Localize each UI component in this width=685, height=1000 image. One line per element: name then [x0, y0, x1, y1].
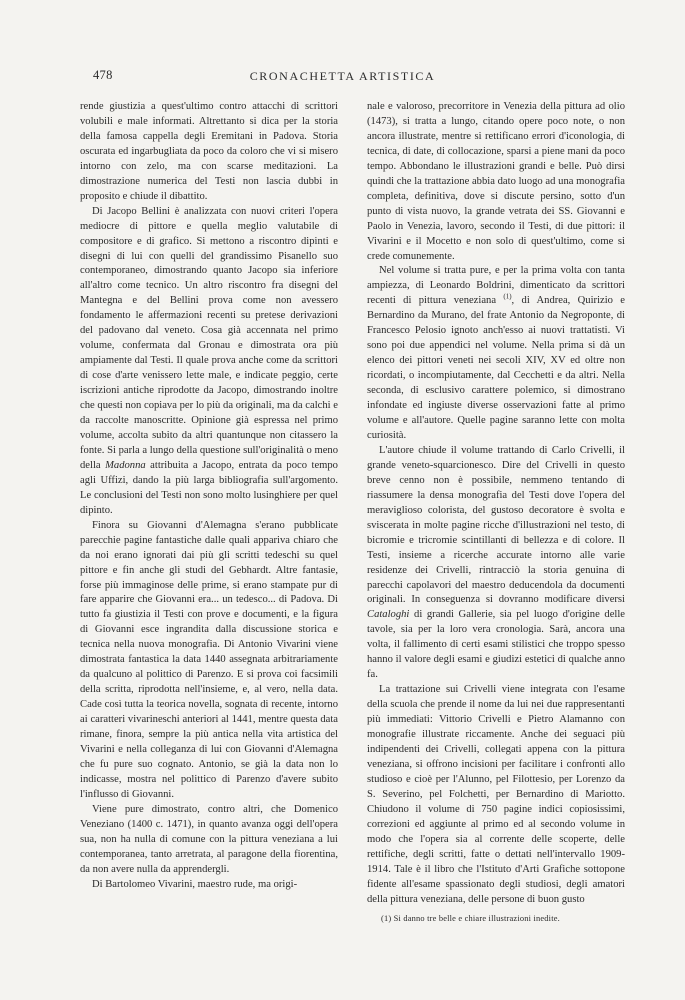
running-title: CRONACHETTA ARTISTICA	[249, 69, 436, 83]
paragraph	[367, 264, 625, 443]
right-column	[367, 100, 625, 924]
footnote-marker: (1)	[503, 292, 512, 301]
paragraph-text: attribuita a Jacopo, entrata da poco tempo agli Uffizi, dando la più larga bibliografia sull'argomento. Le conclusioni del Testi non sono molto lusinghiere per quel dipinto.	[80, 459, 338, 516]
paragraph-text: Nel volume si tratta pure, e per la prima volta con tanta ampiezza, di Leonardo Boldrini, dimenticato da scrittori recenti di pittura veneziana	[367, 265, 625, 307]
paragraph: Di Bartolomeo Vivarini, maestro rude, ma origi-	[92, 878, 298, 890]
paragraph: La trattazione sui Crivelli viene integrata con l'esame della scuola che prende il nome da lui nei due rappresentanti più immediati: Vittorio Crivelli e Pietro Alamanno con monografie illustrate riccamente. Anche dei seguaci più indipendenti dei Crivelli, collegati appena con la pittura veneziana, si offrono incisioni per facilitare i confronti allo studioso e cioè per l'Alunno, pel Filottesio, per Lorenzo da S. Severino, pel Folchetti, per Bernardino di Mariotto. Chiudono il volume di 750 pagine indici copiosissimi, correzioni ed aggiunte al primo ed al secondo volume in modo che l'opera sia al corrente delle scoperte, delle rettifiche, degli scritti, fatte o dettati nell'intervallo 1909-1914. Tale è il libro che l'Istituto d'Arti Grafiche sottopone fidente all'esame spassionato degli studiosi, degli amatori della pittura veneziana, delle persone di buon gusto	[367, 684, 625, 905]
paragraph	[80, 205, 338, 519]
paragraph: Viene pure dimostrato, contro altri, che Domenico Veneziano (1400 c. 1471), in quanto avanza oggi dell'opera sua, non ha nulla di comune con la pittura veneziana a lui contemporanea, tanto arretrata, al paragone della fiorentina, da non avere nulla da apprendergli.	[80, 803, 338, 875]
footnote: (1) Si danno tre belle e chiare illustrazioni inedite.	[381, 914, 560, 924]
italic-term: Cataloghi	[367, 609, 410, 621]
paragraph-text: Di Jacopo Bellini è analizzata con nuovi criteri l'opera mediocre di pittore e quella meglio valutabile di compositore e di grafico. Si mettono a riscontro dipinti e disegni di lui con quelli del grandissimo Pisanello suo contemporaneo, dimostrando quanto Jacopo sia inferiore all'altro come tecnico. Un altro riscontro fra disegni del Mantegna e del Bellini prova come non avessero fondamento le affermazioni recenti su pretese derivazioni del padovano dal veneto. Cosa già accennata nel primo volume, confermata dal Gronau e dimostrata ora più ampiamente dal Testi. Il quale prova anche come da scrittori di cose d'arte venissero lette male, e indicate peggio, certe iscrizioni antiche riprodotte da Jacopo, dimostrando inoltre che questi non copiava per lo più da originali, ma da calchi e da raccolte manoscritte. Opinione già espressa nel primo volume, accolta subito da altri quantunque non citassero la fonte. Si parla a lungo della questione sull'originalità o meno della	[80, 205, 338, 471]
paragraph	[367, 444, 625, 683]
paragraph: rende giustizia a quest'ultimo contro attacchi di scrittori volubili e male informati. Altrettanto si dica per la storia della famosa cappella degli Eremitani in Padova. Storia oscurata ed ingarbugliata da poco da coloro che vi si misero intorno con zelo, ma con scarse meditazioni. La dimostrazione numerica del Testi non lascia dubbi in proposito e chiude il dibattito.	[80, 101, 338, 202]
left-column	[80, 100, 338, 893]
paragraph-text: di grandi Gallerie, sia pel luogo d'origine delle tavole, sia per la loro vera cronologia. Sarà, ancora una volta, il fallimento di certi esami stilistici che troppo spesso hanno il valore degli esami e giudizi estetici di qualche anno fa.	[367, 609, 626, 681]
paragraph-text: , di Andrea, Quirizio e Bernardino da Murano, del frate Antonio da Negroponte, di Francesco Pelosio ignoto anch'esso ai nuovi trattatisti. Vi sono poi due appendici nel volume. Nella prima si dà un elenco dei pittori veneti nei secoli XIV, XV ed oltre non ricordati, o incompiutamente, dal Cecchetti e da altri. Nella seconda, di esclusivo carattere polemico, si dimostrano infondate ed ingiuste diverse osservazioni fatte al primo volume e all'autore. Quelle pagine saranno lette con molta curiosità.	[367, 295, 625, 441]
paragraph-text: L'autore chiude il volume trattando di Carlo Crivelli, il grande veneto-squarcionesco. Dire del Crivelli in questo breve cenno non è possibile, nemmeno tentando di riassumere la densa monografia del Testi dove l'opera del meraviglioso colorista, del gustoso decoratore è svolta e sviscerata in molte pagine ricche d'illustrazioni nel testo, di bicromie e tricromie scintillanti di bellezza e di colore. Il Testi, insieme a ricerche accurate intorno alle varie residenze dei Crivelli, rintracciò la storia genuina di parecchi capolavori del maestro deducendola da documenti originali. In conseguenza si dovranno modificare diversi	[367, 444, 625, 606]
italic-term: Madonna	[105, 459, 146, 471]
paragraph: Finora su Giovanni d'Alemagna s'erano pubblicate parecchie pagine fantastiche dalle quali appariva chiaro che da noi erano ignorati dai più gli scritti tedeschi su quel pittore e fin anche gli studi del Gebhardt. Altre fantasie, forse più immaginose delle prime, si erano stampate pur di fare apparire che Giovanni era... un tedesco... di Padova. Di tutto fa giustizia il Testi con prove e documenti, e la figura di Giovanni esce ingrandita dalla discussione storica e tecnica nella nuova monografia. Di Antonio Vivarini viene dimostrata fantastica la data 1440 assegnata arbitrariamente da qualcuno al polittico di Parenzo. E si prova coi facsimili della scritta, riprodotta nell'insieme, e, al vero, nella data. Cade così tutta la teorica novella, sognata di recente, intorno ai caratteri vivarineschi anteriori al 1441, mentre questa data rimane, finora, sempre la più antica nella vita artistica del Vivarini e nella colleganza di lui con Giovanni d'Alemagna che fu pure suo cognato. Antonio, se già la data non lo indicasse, mostra nel polittico di Parenzo d'avere subito l'influsso di Giovanni.	[80, 519, 338, 800]
paragraph: nale e valoroso, precorritore in Venezia della pittura ad olio (1473), si tratta a lungo, citando opere poco note, o non ancora illustrate, mentre si rettificano errori d'iconologia, di tecnica, di date, di collocazione, sparsi a piene mani da poco tempo. Abbondano le illustrazioni grandi e belle. Può dirsi quindi che la trattazione abbia dato luogo ad una monografia completa, definitiva, dove si discute persino, sotto d'un punto di vista nuovo, la grande vetrata dei SS. Giovanni e Paolo in Venezia, lavoro, secondo il Testi, di due pittori: il Vivarini e il Mocetto e non solo di quest'ultimo, come si crede comunemente.	[367, 101, 625, 262]
page-number: 478	[93, 68, 113, 82]
